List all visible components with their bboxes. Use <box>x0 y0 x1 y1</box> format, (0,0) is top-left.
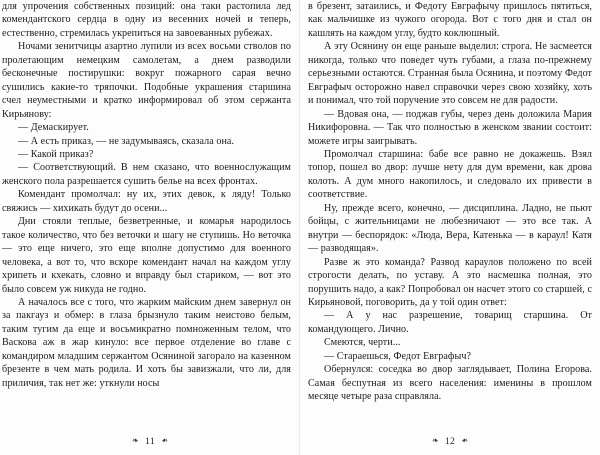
paragraph: Ну, прежде всего, конечно, — дисциплина. Ладно, не пьют бойцы, с жительницами не любезничают — это все так. А внутри — беспорядок: «Люда, Вера, Катенька — в караул! Катя — разводящая». <box>308 202 592 255</box>
paragraph: в брезент, затаились, и Федоту Евграфычу пришлось пятиться, как мальчишке из чужого огорода. Вот с того дня и стал он кашлять на каждом углу, будто коклюшный. <box>308 1 592 39</box>
page-number-left <box>0 437 300 447</box>
fleuron-ornament-icon: ❧ <box>161 436 169 445</box>
paragraph: Обернулся: соседка во двор заглядывает, Полина Егорова. Самая беспутная из всего населения: именины в прошлом месяце четыре раза справляла. <box>308 364 592 403</box>
page-number-right <box>300 437 600 447</box>
folio-number: 11 <box>145 437 155 447</box>
book-page-right <box>300 0 600 455</box>
folio-number: 12 <box>444 437 456 447</box>
paragraph: Дни стояли теплые, безветренные, и комарья народилось такое количество, что без веточки и шагу не ступишь. Но веточка — это еще ничего, это еще вполне допустимо для военного человека, а вот то, что вскоре комендант начал на каждом углу хрипеть и кхекать, словно и вправду был стариком, — вот это было совсем уж никуда не годно. <box>2 216 291 295</box>
fleuron-ornament-icon: ❧ <box>461 436 469 445</box>
paragraph-dialog: — Какой приказ? <box>18 148 94 160</box>
paragraph: для упрочения собственных позиций: она таки растопила лед комендантского сердца в одну из весенних ночей и теперь, естественно, стремилась укрепиться на завоеванных рубежах. <box>2 1 291 39</box>
left-page-textblock <box>2 0 291 390</box>
paragraph: А началось все с того, что жарким майским днем завернул он за пакгауз и обмер: в глаза брызнуло таким неистово белым, таким тугим да еще и восьмикратно помноженным телом, что Васкова аж в жар кинуло: все первое отделение во главе с командиром младшим сержантом Осяниной загорало на казенном брезенте в чем мать родила. И хоть бы завизжали, что ли, для приличия, так нет же: уткнули носы <box>2 296 291 389</box>
fleuron-ornament-icon: ❧ <box>131 436 139 445</box>
paragraph: Разве ж это команда? Развод караулов положено по всей строгости делать, по уставу. А это насмешка полная, это порушить надо, а как? Попробовал он насчет этого со старшей, с Кирьяновой, поговорить, да у той один ответ: <box>308 256 592 308</box>
paragraph: Комендант промолчал: ну их, этих девок, к ляду! Только свяжись — хихикать будут до осени... <box>2 189 291 214</box>
paragraph: Ночами зенитчицы азартно лупили из всех восьми стволов по пролетающим немецким самолетам, а днем разводили бесконечные постирушки: вокруг пожарного сарая вечно сушились какие-то тряпочки. Подобные украшения старшина счел неуместными и кратко информировал об этом сержанта Кирьянову: <box>2 41 291 120</box>
right-page-textblock <box>308 0 592 404</box>
paragraph-dialog: — Демаскирует. <box>18 122 89 134</box>
paragraph: Промолчал старшина: бабе все равно не докажешь. Взял топор, пошел во двор: лучше нету для дум времени, как дрова колоть. А дум много накопилось, и следовало их привести в соответствие. <box>308 148 592 201</box>
paragraph-dialog: — Вдовая она, — поджав губы, через день доложила Мария Никифоровна. — Так что полностью в женском звании состоит: можете игры заигрывать. <box>308 108 592 147</box>
paragraph: А эту Осянину он еще раньше выделил: строга. Не засмеется никогда, только что поведет чуть губами, а глаза по-прежнему серьезными остаются. Странная была Осянина, и поэтому Федот Евграфыч осторожно навел справочки через свою хозяйку, хоть и понимал, что той поручение это совсем не для радости. <box>308 41 592 107</box>
paragraph: Смеются, черти... <box>324 337 401 349</box>
paragraph-dialog: — А у нас разрешение, товарищ старшина. От командующего. Лично. <box>308 310 592 335</box>
paragraph-dialog: — Соответствующий. В нем сказано, что военнослужащим женского пола разрешается сушить белье на всех фронтах. <box>2 162 291 187</box>
fleuron-ornament-icon: ❧ <box>431 436 439 445</box>
paragraph-dialog: — Стараешься, Федот Евграфыч? <box>324 350 472 362</box>
paragraph-dialog: — А есть приказ, — не задумываясь, сказала она. <box>18 135 234 147</box>
